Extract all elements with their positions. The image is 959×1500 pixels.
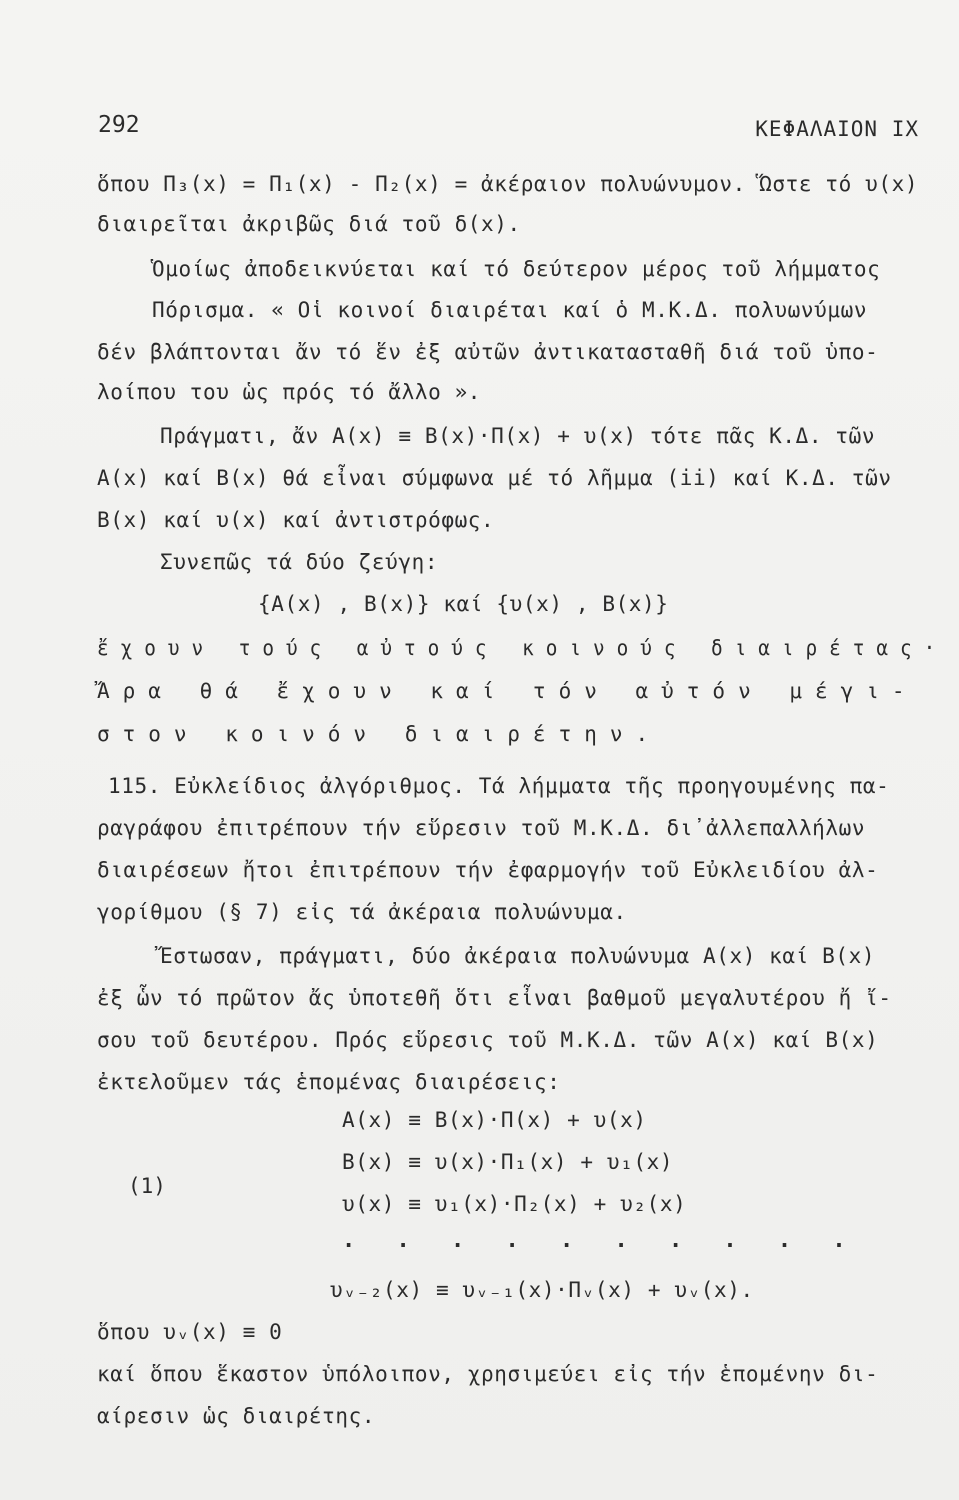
text-line: ὅπου Π₃(x) = Π₁(x) - Π₂(x) = ἀκέραιον πολυώνυμον. Ὥστε τό υ(x): [97, 172, 919, 196]
text-line: διαιρέσεων ἤτοι ἐπιτρέπουν τήν ἐφαρμογήν τοῦ Εὐκλειδίου ἀλ-: [97, 858, 879, 882]
text-line: ἐκτελοῦμεν τάς ἑπομένας διαιρέσεις:: [97, 1070, 561, 1094]
equation-row: B(x) ≡ υ(x)·Π₁(x) + υ₁(x): [342, 1150, 674, 1174]
equation-row: υ(x) ≡ υ₁(x)·Π₂(x) + υ₂(x): [342, 1192, 687, 1216]
text-line: A(x) καί B(x) θά εἶναι σύμφωνα μέ τό λῆμμα (ii) καί Κ.Δ. τῶν: [97, 466, 892, 490]
text-line: Συνεπῶς τά δύο ζεύγη:: [160, 550, 439, 574]
equation-row: A(x) ≡ B(x)·Π(x) + υ(x): [342, 1108, 647, 1132]
pairs-line: {A(x) , B(x)} καί {υ(x) , B(x)}: [258, 592, 669, 616]
text-line: Ἔστωσαν, πράγματι, δύο ἀκέραια πολυώνυμα A(x) καί B(x): [160, 944, 876, 968]
text-line: καί ὅπου ἕκαστον ὑπόλοιπον, χρησιμεύει εἰς τήν ἑπομένην δι-: [97, 1362, 879, 1386]
text-line: ἐξ ὧν τό πρῶτον ἄς ὑποτεθῆ ὅτι εἶναι βαθμοῦ μεγαλυτέρου ἤ ἴ-: [97, 986, 892, 1010]
spaced-line: στον κοινόν διαιρέτην.: [97, 722, 662, 746]
text-line: Πράγματι, ἄν A(x) ≡ B(x)·Π(x) + υ(x) τότε πᾶς Κ.Δ. τῶν: [160, 424, 876, 448]
text-line: γορίθμου (§ 7) εἰς τά ἀκέραια πολυώνυμα.: [97, 900, 627, 924]
page-number: 292: [98, 112, 140, 138]
text-line: ὅπου υᵥ(x) ≡ 0: [97, 1320, 283, 1344]
text-line: αίρεσιν ὡς διαιρέτης.: [97, 1404, 376, 1428]
text-line: σου τοῦ δευτέρου. Πρός εὕρεσις τοῦ Μ.Κ.Δ. τῶν A(x) καί B(x): [97, 1028, 879, 1052]
spaced-line: Ἄρα θά ἔχουν καί τόν αὐτόν μέγι-: [97, 679, 918, 703]
section-heading-line: 115. Εὐκλείδιος ἀλγόριθμος. Τά λήμματα τῆς προηγουμένης πα-: [108, 774, 890, 798]
text-line: ραγράφου ἐπιτρέπουν τήν εὕρεσιν τοῦ Μ.Κ.Δ. δι᾽ἀλλεπαλλήλων: [97, 816, 866, 840]
ellipsis-row: · · · · · · · · · ·: [342, 1234, 860, 1259]
spaced-line: ἔχουν τούς αὐτούς κοινούς διαιρέτας·: [97, 636, 948, 660]
equation-number: (1): [128, 1174, 166, 1198]
equation-row: υᵥ₋₂(x) ≡ υᵥ₋₁(x)·Πᵥ(x) + υᵥ(x).: [330, 1278, 754, 1302]
text-line: διαιρεῖται ἀκριβῶς διά τοῦ δ(x).: [97, 212, 521, 236]
text-line: Ὁμοίως ἀποδεικνύεται καί τό δεύτερον μέρος τοῦ λήμματος: [152, 257, 881, 281]
text-line: λοίπου του ὡς πρός τό ἄλλο ».: [97, 380, 482, 404]
text-line: B(x) καί υ(x) καί ἀντιστρόφως.: [97, 508, 495, 532]
text-line: δέν βλάπτονται ἄν τό ἕν ἐξ αὐτῶν ἀντικατασταθῆ διά τοῦ ὑπο-: [97, 340, 879, 364]
corollary-line: Πόρισμα. « Οἱ κοινοί διαιρέται καί ὁ Μ.Κ.Δ. πολυωνύμων: [152, 298, 868, 322]
chapter-title: ΚΕΦΑΛΑΙΟΝ ΙΧ: [755, 117, 919, 141]
